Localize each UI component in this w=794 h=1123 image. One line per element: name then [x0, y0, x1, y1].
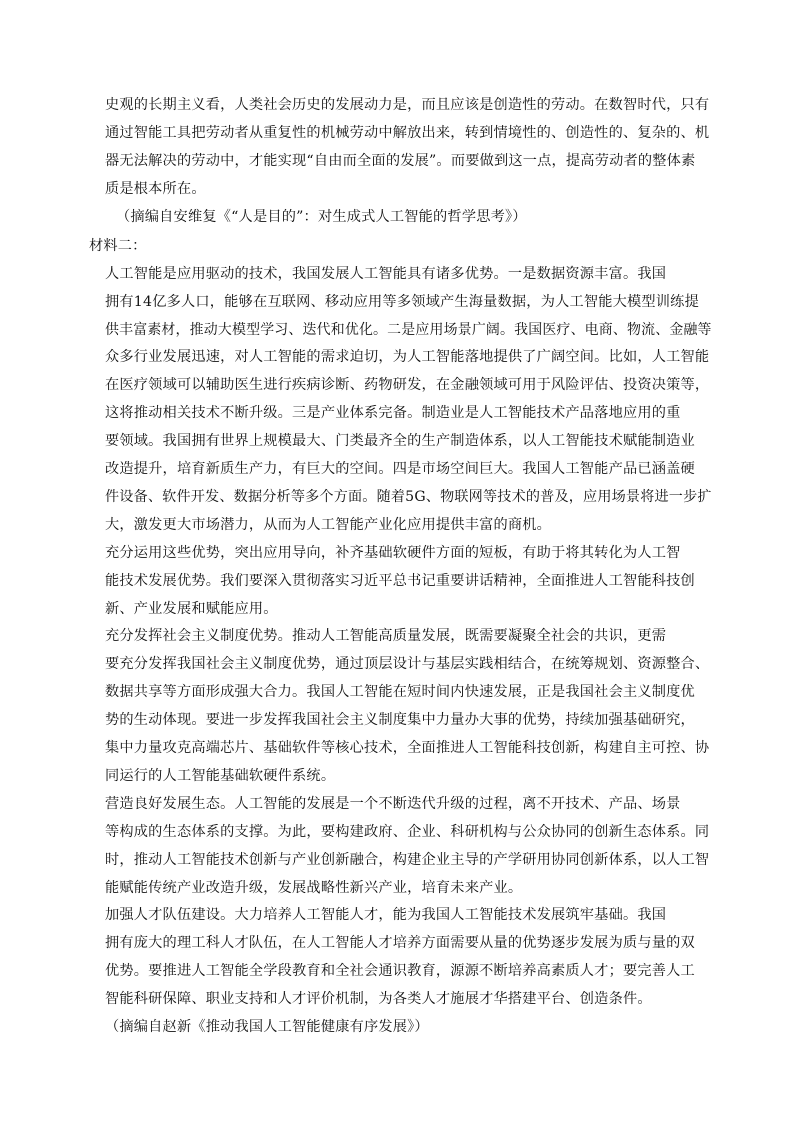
material2-line: 智能科研保障、职业支持和人才评价机制，为各类人才施展才华搭建平台、创造条件。 — [105, 991, 652, 1007]
material2-line: 拥有庞大的理工科人才队伍，在人工智能人才培养方面需要从量的优势逐步发展为质与量的双 — [105, 935, 695, 951]
material2-line: 时，推动人工智能技术创新与产业创新融合，构建企业主导的产学研用协同创新体系，以人工智 — [105, 852, 710, 868]
material2-line: 要充分发挥我国社会主义制度优势，通过顶层设计与基层实践相结合，在统筹规划、资源整合、 — [105, 656, 710, 672]
material2-line: 充分运用这些优势，突出应用导向，补齐基础软硬件方面的短板，有助于将其转化为人工智 — [105, 545, 681, 561]
material2-line: 拥有14亿多人口，能够在互联网、移动应用等多领域产生海量数据，为人工智能大模型训练提 — [105, 294, 699, 310]
material2-line: 集中力量攻克高端芯片、基础软件等核心技术，全面推进人工智能科技创新，构建自主可控、协 — [105, 740, 710, 756]
material2-line: 充分发挥社会主义制度优势。推动人工智能高质量发展，既需要凝聚全社会的共识，更需 — [105, 628, 667, 644]
material2-line: 在医疗领域可以辅助医生进行疾病诊断、药物研发，在金融领域可用于风险评估、投资决策等， — [105, 377, 710, 393]
material2-line: 众多行业发展迅速，对人工智能的需求迫切，为人工智能落地提供了广阔空间。比如，人工智能 — [105, 349, 710, 365]
material2-line: 加强人才队伍建设。大力培养人工智能人才，能为我国人工智能技术发展筑牢基础。我国 — [105, 907, 667, 923]
material1-line: 通过智能工具把劳动者从重复性的机械劳动中解放出来，转到情境性的、创造性的、复杂的、机 — [105, 125, 710, 141]
material2-line: 优势。要推进人工智能全学段教育和全社会通识教育，源源不断培养高素质人才；要完善人工 — [105, 963, 695, 979]
material2-heading: 材料二： — [89, 238, 147, 254]
material2-line: 营造良好发展生态。人工智能的发展是一个不断迭代升级的过程，离不开技术、产品、场景 — [105, 796, 681, 812]
material2-line: 人工智能是应用驱动的技术，我国发展人工智能具有诸多优势。一是数据资源丰富。我国 — [105, 266, 667, 282]
citation-1: （摘编自安维复《“人是目的”：对生成式人工智能的哲学思考》） — [116, 209, 527, 225]
material2-line: 能技术发展优势。我们要深入贯彻落实习近平总书记重要讲话精神，全面推进人工智能科技创 — [105, 573, 695, 589]
material2-line: 这将推动相关技术不断升级。三是产业体系完备。制造业是人工智能技术产品落地应用的重 — [105, 405, 681, 421]
material2-line: 大，激发更大市场潜力，从而为人工智能产业化应用提供丰富的商机。 — [105, 517, 552, 533]
material2-line: 供丰富素材，推动大模型学习、迭代和优化。二是应用场景广阔。我国医疗、电商、物流、金融等 — [105, 322, 712, 338]
material1-line: 器无法解决的劳动中，才能实现“自由而全面的发展”。而要做到这一点，提高劳动者的整体素 — [105, 153, 696, 169]
material1-line: 质是根本所在。 — [105, 181, 206, 197]
material2-line: 新、产业发展和赋能应用。 — [105, 601, 278, 617]
material2-line: 势的生动体现。要进一步发挥我国社会主义制度集中力量办大事的优势，持续加强基础研究， — [105, 712, 695, 728]
material2-line: 能赋能传统产业改造升级，发展战略性新兴产业，培育未来产业。 — [105, 880, 523, 896]
material2-line: 件设备、软件开发、数据分析等多个方面。随着5G、物联网等技术的普及，应用场景将进一步扩 — [105, 489, 712, 505]
material1-line: 史观的长期主义看，人类社会历史的发展动力是，而且应该是创造性的劳动。在数智时代，只有 — [105, 97, 710, 113]
material2-line: 等构成的生态体系的支撑。为此，要构建政府、企业、科研机构与公众协同的创新生态体系。同 — [105, 824, 710, 840]
material2-line: 要领域。我国拥有世界上规模最大、门类最齐全的生产制造体系，以人工智能技术赋能制造业 — [105, 433, 695, 449]
material2-line: 改造提升，培育新质生产力，有巨大的空间。四是市场空间巨大。我国人工智能产品已涵盖硬 — [105, 461, 695, 477]
citation-2: （摘编自赵新《推动我国人工智能健康有序发展》） — [105, 1019, 429, 1035]
material2-line: 同运行的人工智能基础软硬件系统。 — [105, 768, 336, 784]
material2-line: 数据共享等方面形成强大合力。我国人工智能在短时间内快速发展，正是我国社会主义制度优 — [105, 684, 695, 700]
